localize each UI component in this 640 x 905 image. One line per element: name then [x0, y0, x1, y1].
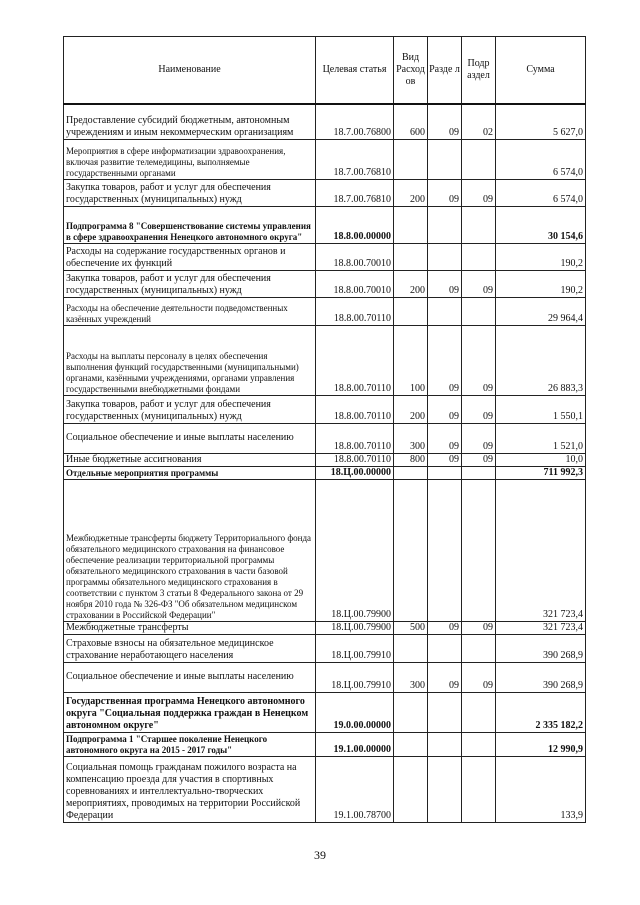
cell-name: Социальное обеспечение и иные выплаты населению [64, 662, 316, 692]
cell-section [428, 732, 462, 756]
cell-subsection [462, 243, 496, 270]
table-row [64, 270, 586, 297]
table-row [64, 423, 586, 453]
cell-section: 09 [428, 662, 462, 692]
header-section: Разде л [428, 37, 462, 105]
cell-type [394, 692, 428, 732]
cell-name: Социальное обеспечение и иные выплаты населению [64, 423, 316, 453]
cell-subsection [462, 692, 496, 732]
cell-sum: 321 723,4 [496, 621, 586, 634]
cell-name: Подпрограмма 8 "Совершенствование системы управления в сфере здравоохранения Ненецкого автономного округа" [64, 206, 316, 243]
cell-sum: 190,2 [496, 243, 586, 270]
cell-sum: 190,2 [496, 270, 586, 297]
table-row [64, 297, 586, 325]
cell-subsection: 09 [462, 423, 496, 453]
cell-subsection: 09 [462, 662, 496, 692]
cell-type [394, 479, 428, 621]
cell-subsection: 09 [462, 270, 496, 297]
cell-sum: 133,9 [496, 756, 586, 822]
cell-type: 100 [394, 325, 428, 395]
cell-code: 18.Ц.00.00000 [316, 466, 394, 479]
cell-section: 09 [428, 179, 462, 206]
cell-type: 500 [394, 621, 428, 634]
cell-sum: 30 154,6 [496, 206, 586, 243]
cell-code: 18.Ц.00.79910 [316, 634, 394, 662]
cell-subsection [462, 634, 496, 662]
cell-sum: 29 964,4 [496, 297, 586, 325]
cell-sum: 6 574,0 [496, 139, 586, 179]
cell-code: 18.Ц.00.79910 [316, 662, 394, 692]
table-row [64, 179, 586, 206]
cell-name: Расходы на обеспечение деятельности подведомственных казённых учреждений [64, 297, 316, 325]
cell-name: Межбюджетные трансферты [64, 621, 316, 634]
cell-section [428, 634, 462, 662]
cell-type [394, 206, 428, 243]
cell-code: 18.7.00.76810 [316, 139, 394, 179]
cell-sum: 390 268,9 [496, 634, 586, 662]
table-row [64, 732, 586, 756]
cell-section: 09 [428, 395, 462, 423]
cell-name: Государственная программа Ненецкого автономного округа "Социальная поддержка граждан в Ненецком автономном округе" [64, 692, 316, 732]
cell-sum: 26 883,3 [496, 325, 586, 395]
cell-type [394, 634, 428, 662]
cell-name: Расходы на содержание государственных органов и обеспечение их функций [64, 243, 316, 270]
cell-name: Подпрограмма 1 "Старшее поколение Ненецкого автономного округа на 2015 - 2017 годы" [64, 732, 316, 756]
cell-section: 09 [428, 270, 462, 297]
cell-section [428, 692, 462, 732]
cell-type [394, 756, 428, 822]
cell-subsection [462, 756, 496, 822]
cell-code: 18.Ц.00.79900 [316, 621, 394, 634]
cell-name: Страховые взносы на обязательное медицинское страхование неработающего населения [64, 634, 316, 662]
table-row [64, 453, 586, 466]
cell-sum: 5 627,0 [496, 104, 586, 139]
cell-code: 19.0.00.00000 [316, 692, 394, 732]
header-name: Наименование [64, 37, 316, 105]
cell-subsection: 09 [462, 179, 496, 206]
cell-section [428, 206, 462, 243]
cell-type [394, 297, 428, 325]
page-number: 39 [314, 848, 326, 862]
cell-code: 18.8.00.70110 [316, 297, 394, 325]
cell-type [394, 243, 428, 270]
cell-subsection: 09 [462, 621, 496, 634]
cell-code: 18.8.00.00000 [316, 206, 394, 243]
cell-type: 300 [394, 662, 428, 692]
cell-sum: 2 335 182,2 [496, 692, 586, 732]
cell-section [428, 139, 462, 179]
cell-name: Мероприятия в сфере информатизации здравоохранения, включая развитие телемедицины, выполняемые государственными органами [64, 139, 316, 179]
table-row [64, 206, 586, 243]
cell-sum: 1 521,0 [496, 423, 586, 453]
table-row [64, 243, 586, 270]
cell-name: Иные бюджетные ассигнования [64, 453, 316, 466]
cell-section [428, 297, 462, 325]
cell-code: 19.1.00.78700 [316, 756, 394, 822]
cell-subsection [462, 139, 496, 179]
cell-type [394, 139, 428, 179]
cell-section: 09 [428, 104, 462, 139]
cell-sum: 390 268,9 [496, 662, 586, 692]
cell-name: Социальная помощь гражданам пожилого возраста на компенсацию проезда для участия в спортивных соревнованиях и интеллектуально-творческих мероприятиях, проводимых на территории Российской Федерации [64, 756, 316, 822]
cell-subsection: 02 [462, 104, 496, 139]
cell-name: Закупка товаров, работ и услуг для обеспечения государственных (муниципальных) нужд [64, 179, 316, 206]
cell-subsection [462, 479, 496, 621]
cell-type: 300 [394, 423, 428, 453]
cell-code: 18.8.00.70110 [316, 423, 394, 453]
cell-subsection [462, 206, 496, 243]
cell-sum: 321 723,4 [496, 479, 586, 621]
cell-section [428, 243, 462, 270]
table-row [64, 139, 586, 179]
cell-code: 18.7.00.76810 [316, 179, 394, 206]
cell-type: 200 [394, 395, 428, 423]
cell-section [428, 479, 462, 621]
cell-section: 09 [428, 453, 462, 466]
cell-type [394, 732, 428, 756]
table-row [64, 662, 586, 692]
cell-subsection: 09 [462, 325, 496, 395]
cell-name: Расходы на выплаты персоналу в целях обеспечения выполнения функций государственными (муниципальными) органами, казёнными учреждениями, органами управления государственными внебюджетными фондами [64, 325, 316, 395]
budget-table [63, 36, 586, 823]
cell-sum: 6 574,0 [496, 179, 586, 206]
cell-code: 18.7.00.76800 [316, 104, 394, 139]
table-row [64, 479, 586, 621]
header-sum: Сумма [496, 37, 586, 105]
table-row [64, 756, 586, 822]
cell-section: 09 [428, 325, 462, 395]
cell-section [428, 466, 462, 479]
cell-name: Закупка товаров, работ и услуг для обеспечения государственных (муниципальных) нужд [64, 395, 316, 423]
cell-code: 18.8.00.70110 [316, 325, 394, 395]
cell-type [394, 466, 428, 479]
table-row [64, 104, 586, 139]
table-row [64, 395, 586, 423]
cell-name: Закупка товаров, работ и услуг для обеспечения государственных (муниципальных) нужд [64, 270, 316, 297]
cell-type: 200 [394, 179, 428, 206]
table-row [64, 466, 586, 479]
table-row [64, 634, 586, 662]
cell-code: 18.8.00.70110 [316, 395, 394, 423]
cell-code: 18.Ц.00.79900 [316, 479, 394, 621]
cell-code: 18.8.00.70010 [316, 270, 394, 297]
cell-code: 18.8.00.70010 [316, 243, 394, 270]
header-code: Целевая статья [316, 37, 394, 105]
cell-subsection [462, 466, 496, 479]
table-row [64, 621, 586, 634]
cell-name: Предоставление субсидий бюджетным, автономным учреждениям и иным некоммерческим организациям [64, 104, 316, 139]
cell-section [428, 756, 462, 822]
cell-subsection [462, 732, 496, 756]
cell-section: 09 [428, 621, 462, 634]
cell-sum: 12 990,9 [496, 732, 586, 756]
cell-sum: 1 550,1 [496, 395, 586, 423]
header-type: Вид Расход ов [394, 37, 428, 105]
table-body [64, 104, 586, 822]
cell-type: 200 [394, 270, 428, 297]
table-header-row [64, 37, 586, 105]
table-row [64, 325, 586, 395]
cell-sum: 10,0 [496, 453, 586, 466]
table-row [64, 692, 586, 732]
cell-name: Межбюджетные трансферты бюджету Территориального фонда обязательного медицинского страхования на финансовое обеспечение реализации территориальной программы обязательного медицинского страхования в части базовой программы обязательного медицинского страхования в соответствии с пунктом 3 статьи 8 Федерального закона от 29 ноября 2010 года № 326-ФЗ "Об обязательном медицинском страховании в Российской Федерации" [64, 479, 316, 621]
cell-code: 19.1.00.00000 [316, 732, 394, 756]
cell-subsection [462, 297, 496, 325]
cell-type: 800 [394, 453, 428, 466]
cell-name: Отдельные мероприятия программы [64, 466, 316, 479]
cell-code: 18.8.00.70110 [316, 453, 394, 466]
cell-subsection: 09 [462, 395, 496, 423]
cell-subsection: 09 [462, 453, 496, 466]
header-subsection: Подр аздел [462, 37, 496, 105]
cell-section: 09 [428, 423, 462, 453]
cell-sum: 711 992,3 [496, 466, 586, 479]
cell-type: 600 [394, 104, 428, 139]
